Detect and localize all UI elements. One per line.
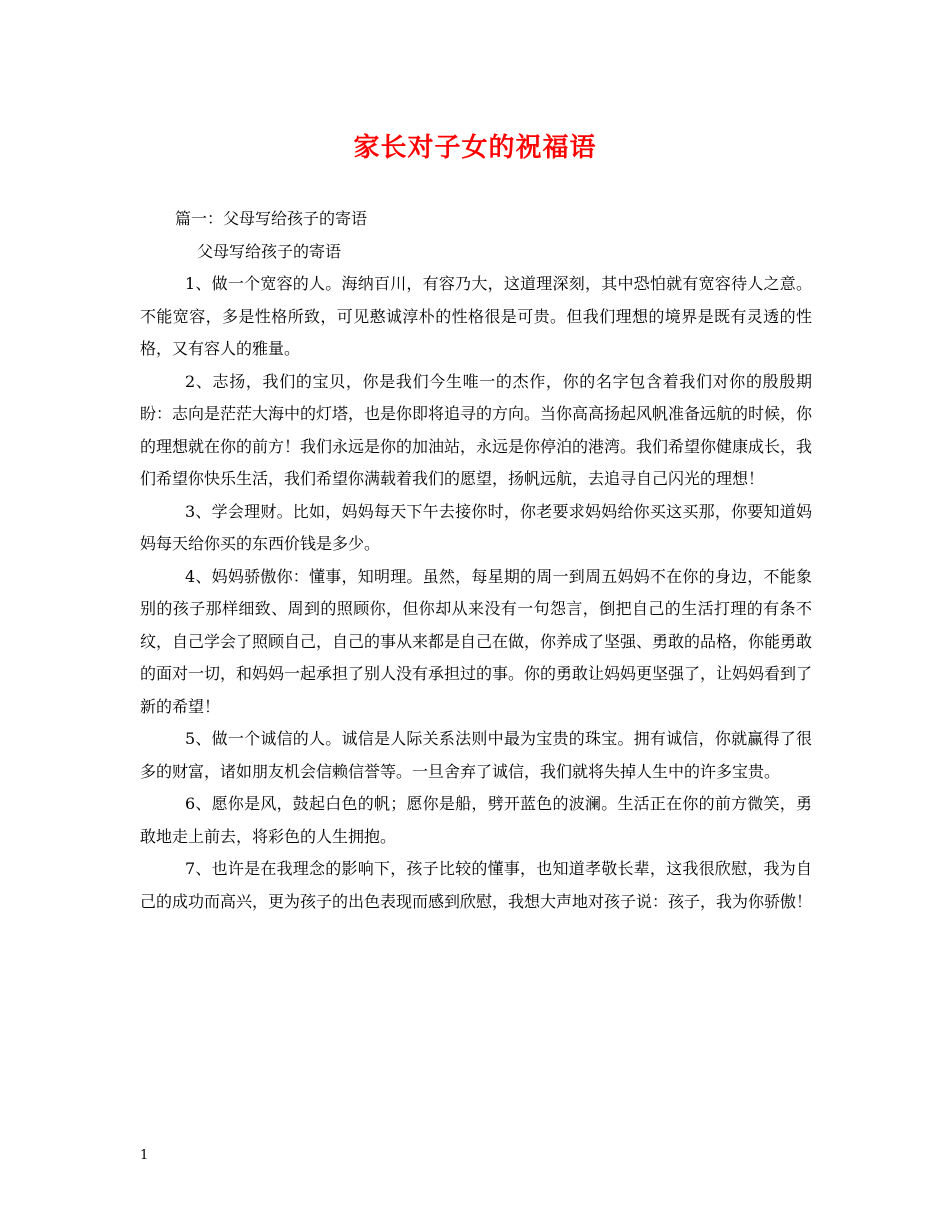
paragraph-6: 6、愿你是风，鼓起白色的帆；愿你是船，劈开蓝色的波澜。生活正在你的前方微笑，勇敢地走上前去，将彩色的人生拥抱。 — [140, 794, 812, 846]
document-body — [140, 203, 812, 918]
paragraph-7: 7、也许是在我理念的影响下，孩子比较的懂事，也知道孝敬长辈，这我很欣慰，我为自己的成功而高兴，更为孩子的出色表现而感到欣慰，我想大声地对孩子说：孩子，我为你骄傲！ — [140, 859, 813, 911]
paragraph-1: 1、做一个宽容的人。海纳百川，有容乃大，这道理深刻，其中恐怕就有宽容待人之意。不能宽容，多是性格所致，可见憨诚淳朴的性格很是可贵。但我们理想的境界是既有灵透的性格，又有容人的雅量。 — [140, 274, 812, 358]
page-number: 1 — [140, 1148, 149, 1163]
paragraph-2: 2、志扬，我们的宝贝，你是我们今生唯一的杰作，你的名字包含着我们对你的殷殷期盼：志向是茫茫大海中的灯塔，也是你即将追寻的方向。当你高高扬起风帆准备远航的时候，你的理想就在你的前方！我们永远是你的加油站，永远是你停泊的港湾。我们希望你健康成长，我们希望你快乐生活，我们希望你满载着我们的愿望，扬帆远航，去追寻自己闪光的理想！ — [140, 371, 813, 488]
section-heading: 篇一：父母写给孩子的寄语 — [175, 209, 368, 228]
subheading: 父母写给孩子的寄语 — [197, 241, 342, 261]
paragraph-5: 5、做一个诚信的人。诚信是人际关系法则中最为宝贵的珠宝。拥有诚信，你就赢得了很多的财富，诸如朋友机会信赖信誉等。一旦舍弃了诚信，我们就将失掉人生中的许多宝贵。 — [140, 729, 812, 781]
paragraph-4: 4、妈妈骄傲你：懂事，知明理。虽然，每星期的周一到周五妈妈不在你的身边，不能象别的孩子那样细致、周到的照顾你，但你却从来没有一句怨言，倒把自己的生活打理的有条不纹，自己学会了照顾自己，自己的事从来都是自己在做，你养成了坚强、勇敢的品格，你能勇敢的面对一切，和妈妈一起承担了别人没有承担过的事。你的勇敢让妈妈更坚强了，让妈妈看到了新的希望！ — [140, 566, 813, 716]
document-title: 家长对子女的祝福语 — [353, 133, 597, 163]
paragraph-3: 3、学会理财。比如，妈妈每天下午去接你时，你老要求妈妈给你买这买那，你要知道妈妈每天给你买的东西价钱是多少。 — [140, 501, 812, 553]
